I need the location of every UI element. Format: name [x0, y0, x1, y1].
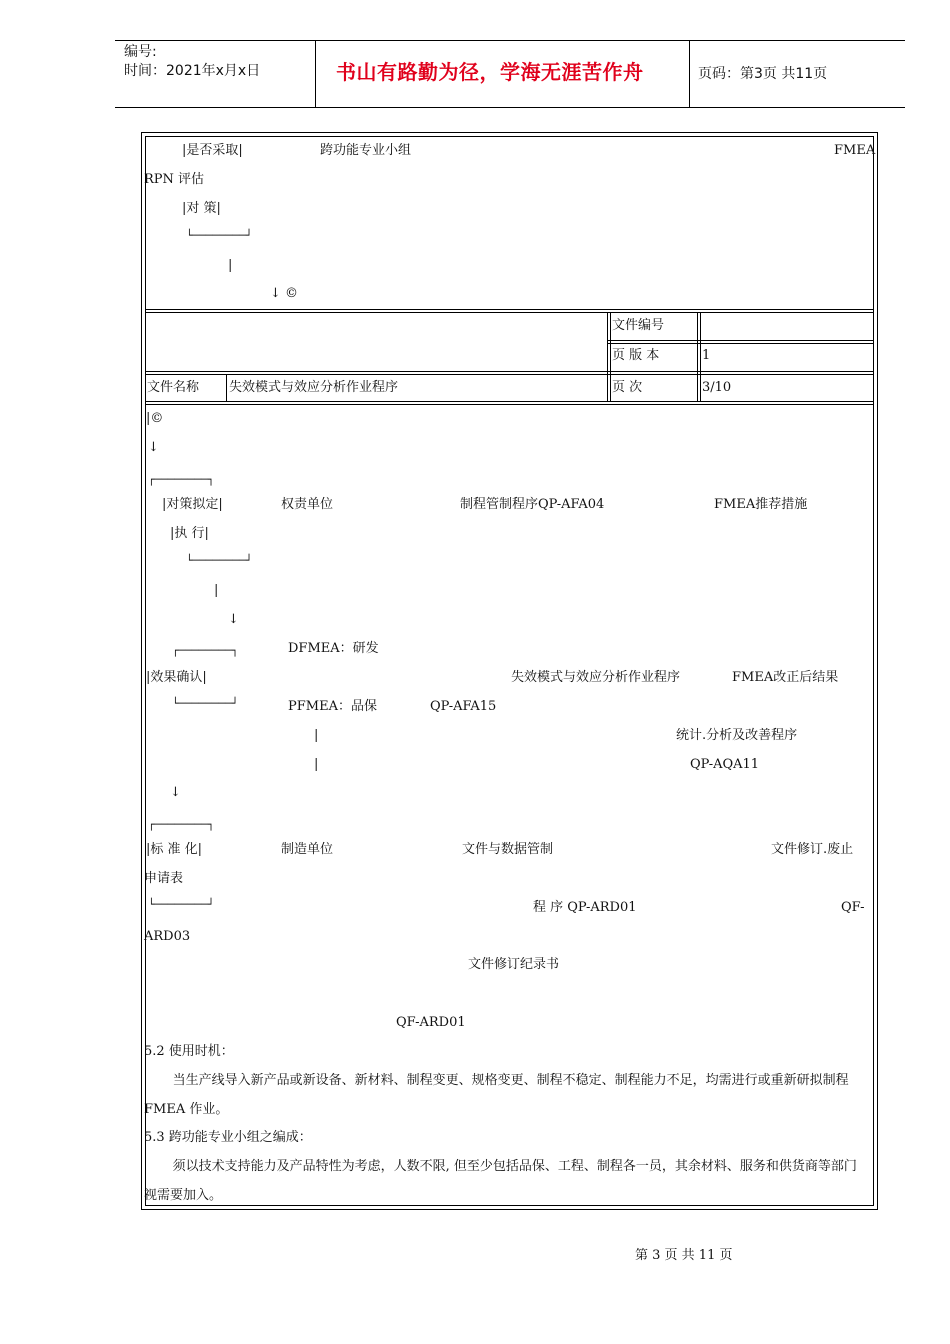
page-value: 3/10	[702, 380, 732, 395]
doc-data-control: 文件与数据管制	[462, 842, 554, 857]
doc-revise-a: 文件修订.废止	[771, 842, 854, 857]
box-bottom-std: └────────┘	[148, 898, 215, 911]
version-label: 页 版 本	[612, 348, 660, 363]
fmea-result: FMEA改正后结果	[732, 670, 839, 685]
section-5-3-body: 须以技术支持能力及产品特性为考虑，人数不限, 但至少包括品保、工程、制程各一员，其余材料、服务和供货商等部门视需要加入。	[144, 1159, 857, 1203]
box-top-draft: ┌────────┐	[148, 473, 215, 486]
page-label: 页 次	[612, 380, 643, 395]
qf-prefix: QF-	[841, 900, 865, 915]
header-divider-right	[689, 40, 690, 107]
flow-arrow-1: ↓ ©	[270, 286, 299, 301]
flow-arrow-3: ↓	[228, 612, 239, 627]
flow-arrow-4: ↓	[170, 785, 181, 800]
flow-vbar-1: |	[228, 258, 233, 273]
draft-box: |对策拟定|	[162, 497, 223, 512]
flow-bar-c: |©	[146, 411, 164, 426]
section-5-2-title: 5.2 使用时机：	[144, 1044, 234, 1059]
adopt-box: |是否采取|	[182, 143, 243, 158]
table-rule-3	[145, 371, 874, 372]
qp-ard01: 程 序 QP-ARD01	[533, 900, 637, 915]
box-bottom-1: └────────┘	[186, 229, 253, 242]
team-label: 跨功能专业小组	[320, 143, 412, 158]
measure-box: |对 策|	[182, 201, 221, 216]
section-5-2-body: 当生产线导入新产品或新设备、新材料、制程变更、规格变更、制程不稳定、制程能力不足，均需进行或重新研拟制程 FMEA 作业。	[144, 1073, 849, 1117]
flow-arrow-2: ↓	[148, 440, 159, 455]
table-col-c2	[700, 312, 701, 401]
resp-unit: 权责单位	[281, 497, 334, 512]
table-rule-4b	[145, 404, 874, 405]
table-col-a	[226, 374, 227, 401]
table-col-b2	[610, 312, 611, 401]
doc-name-label: 文件名称	[147, 380, 200, 395]
table-col-c	[697, 312, 698, 401]
dfmea-label: DFMEA：研发	[288, 641, 379, 656]
doc-name-value: 失效模式与效应分析作业程序	[229, 380, 399, 395]
table-rule-1	[145, 309, 874, 310]
qf-ard03: ARD03	[144, 929, 191, 944]
table-rule-2b	[607, 343, 874, 344]
flow-vbar-4: |	[314, 757, 319, 772]
header-bottom-rule	[115, 107, 905, 108]
pfmea-label: PFMEA：品保	[288, 699, 377, 714]
doc-no-label: 文件编号	[612, 318, 665, 333]
box-top-effect: ┌────────┐	[172, 644, 239, 657]
flow-vbar-3: |	[314, 728, 319, 743]
box-bottom-exec: └────────┘	[186, 554, 253, 567]
table-rule-4	[145, 401, 874, 402]
header-top-rule	[115, 40, 905, 41]
flow-vbar-2: |	[214, 583, 219, 598]
proc-control: 制程管制程序QP-AFA04	[460, 497, 605, 512]
fmea-recommend: FMEA推荐措施	[714, 497, 808, 512]
stat-procedure: 统计.分析及改善程序	[676, 728, 798, 743]
doc-revise-b: 申请表	[144, 871, 184, 886]
mfg-unit: 制造单位	[281, 842, 334, 857]
table-rule-1b	[145, 312, 874, 313]
header-divider-left	[315, 40, 316, 107]
doc-number-label: 编号:	[124, 44, 157, 60]
qp-afa15: QP-AFA15	[430, 699, 497, 714]
table-col-b	[607, 312, 608, 401]
version-value: 1	[702, 348, 711, 363]
effect-box: |效果确认|	[146, 670, 207, 685]
doc-time: 时间：2021年x月x日	[124, 63, 261, 79]
fmea-label: FMEA	[834, 143, 876, 158]
header-motto: 书山有路勤为径，学海无涯苦作舟	[336, 60, 644, 84]
section-5-3-title: 5.3 跨功能专业小组之编成：	[144, 1130, 312, 1145]
fmea-procedure: 失效模式与效应分析作业程序	[511, 670, 681, 685]
table-rule-2	[607, 340, 874, 341]
qp-aqa11: QP-AQA11	[690, 757, 760, 772]
rpn-label: RPN 评估	[144, 172, 205, 187]
box-bottom-effect: └────────┘	[172, 697, 239, 710]
exec-box: |执 行|	[170, 526, 209, 541]
table-rule-3b	[145, 374, 874, 375]
box-top-std: ┌────────┐	[148, 818, 215, 831]
revise-record: 文件修订纪录书	[468, 957, 560, 972]
header-page-code: 页码：第3页 共11页	[698, 66, 828, 82]
qf-ard01: QF-ARD01	[396, 1015, 466, 1030]
std-box: |标 准 化|	[146, 842, 203, 857]
footer-page: 第 3 页 共 11 页	[635, 1248, 733, 1263]
